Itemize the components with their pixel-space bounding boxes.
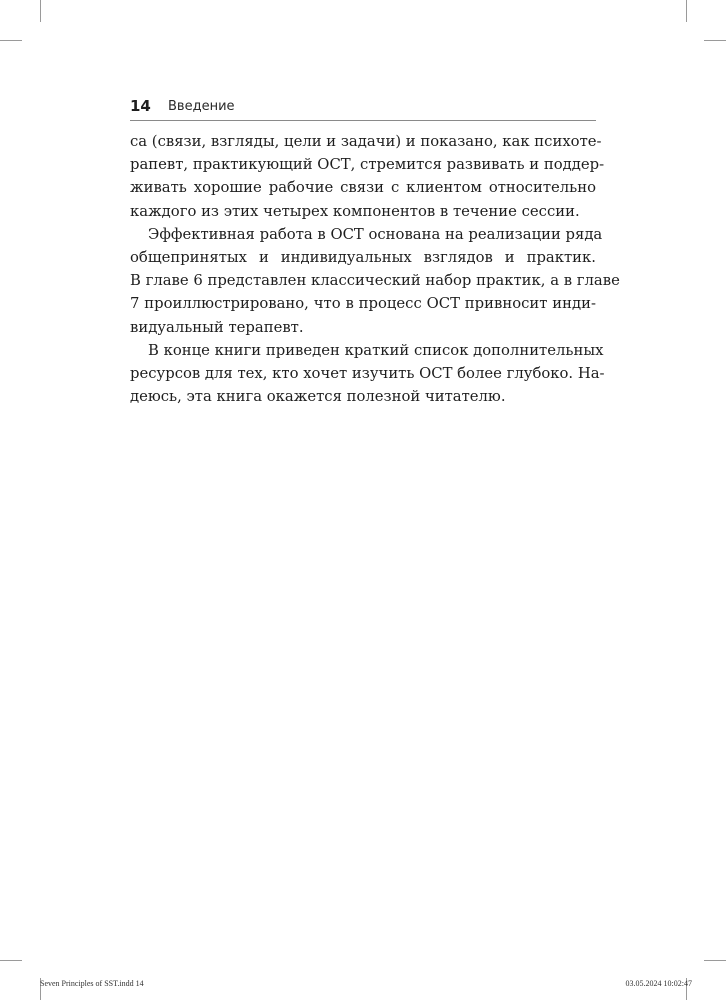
crop-mark-top-left <box>40 0 41 22</box>
paragraph <box>130 130 605 223</box>
chapter-title: Введение <box>168 99 235 114</box>
paragraph <box>130 339 605 409</box>
paragraph <box>130 223 620 339</box>
crop-mark-left-top <box>0 40 22 41</box>
text-line: живать хорошие рабочие связи с клиентом относительно <box>130 179 596 197</box>
crop-mark-right-top <box>704 40 726 41</box>
crop-mark-top-right <box>686 0 687 22</box>
slug-timestamp: 03.05.2024 10:02:47 <box>625 979 692 988</box>
text-line: Эффективная работа в ОСТ основана на реализации ряда <box>148 225 603 243</box>
slug-filename: Seven Principles of SST.indd 14 <box>40 979 144 988</box>
text-line: ресурсов для тех, кто хочет изучить ОСТ более глубоко. На- <box>130 364 605 382</box>
page-number: 14 <box>130 97 151 115</box>
text-line: В конце книги приведен краткий список дополнительных <box>148 341 604 359</box>
text-line: деюсь, эта книга окажется полезной читателю. <box>130 388 506 406</box>
crop-mark-left-bottom <box>0 960 22 961</box>
body-text <box>130 130 620 408</box>
text-line: са (связи, взгляды, цели и задачи) и показано, как психоте- <box>130 133 602 150</box>
text-line: В главе 6 представлен классический набор практик, а в главе <box>130 272 620 290</box>
text-line: общепринятых и индивидуальных взглядов и практик. <box>130 248 596 266</box>
running-head <box>130 96 596 121</box>
text-line: 7 проиллюстрировано, что в процесс ОСТ привносит инди- <box>130 295 596 313</box>
text-line: рапевт, практикующий ОСТ, стремится развивать и поддер- <box>130 156 605 174</box>
text-line: видуальный терапевт. <box>130 318 304 336</box>
crop-mark-right-bottom <box>704 960 726 961</box>
text-line: каждого из этих четырех компонентов в течение сессии. <box>130 202 580 220</box>
